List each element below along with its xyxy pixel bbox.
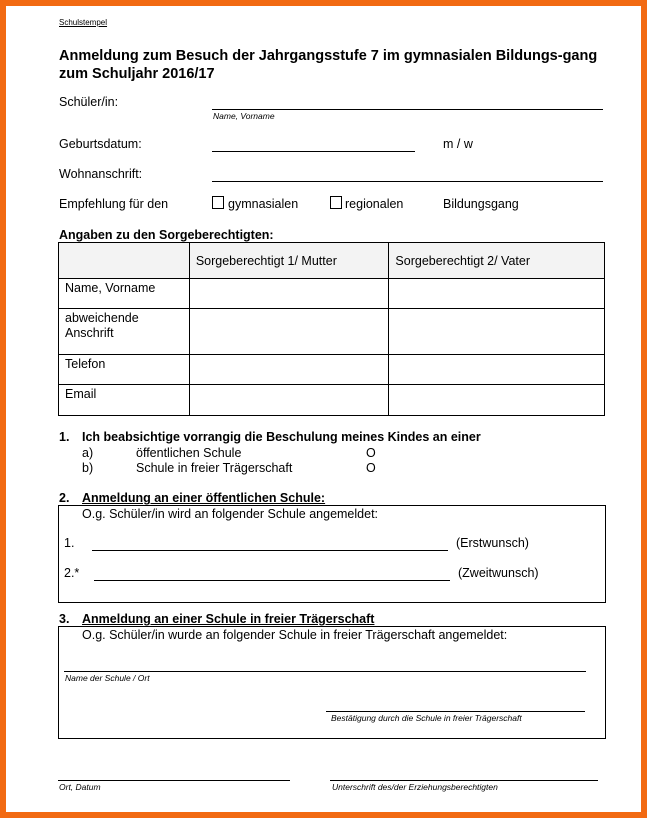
section3-number: 3. — [59, 612, 70, 626]
table-row — [59, 385, 605, 416]
guardians-heading: Angaben zu den Sorgeberechtigten: — [59, 228, 274, 242]
guardian1-address-cell[interactable] — [189, 309, 389, 355]
section2-number: 2. — [59, 491, 70, 505]
table-row — [59, 355, 605, 385]
school-name-caption: Name der Schule / Ort — [65, 673, 150, 683]
guardian2-phone-cell[interactable] — [389, 355, 605, 385]
table-row — [59, 279, 605, 309]
first-choice-label: (Erstwunsch) — [456, 536, 529, 550]
row-label: Email — [59, 385, 190, 416]
option-a-letter: a) — [82, 446, 94, 460]
signature-field[interactable] — [330, 780, 598, 781]
first-choice-field[interactable] — [92, 550, 448, 551]
form-page — [6, 6, 641, 812]
table-header-cell — [59, 243, 190, 279]
table-row — [59, 309, 605, 355]
option-b-letter: b) — [82, 461, 94, 475]
student-label: Schüler/in: — [59, 95, 119, 109]
regional-label: regionalen — [345, 197, 404, 211]
guardian2-email-cell[interactable] — [389, 385, 605, 416]
place-date-caption: Ort, Datum — [59, 782, 101, 792]
option-b-text: Schule in freier Trägerschaft — [136, 461, 293, 475]
guardian1-phone-cell[interactable] — [189, 355, 389, 385]
row-label: Telefon — [59, 355, 190, 385]
school-name-field[interactable] — [64, 671, 586, 672]
option-a-mark[interactable]: O — [366, 446, 376, 460]
birthdate-field[interactable] — [212, 151, 415, 152]
place-date-field[interactable] — [58, 780, 290, 781]
gymnasial-label: gymnasialen — [228, 197, 299, 211]
guardian1-email-cell[interactable] — [189, 385, 389, 416]
option-b-mark[interactable]: O — [366, 461, 376, 475]
address-label: Wohnanschrift: — [59, 167, 143, 181]
confirmation-caption: Bestätigung durch die Schule in freier Trägerschaft — [331, 713, 522, 723]
section3-heading: Anmeldung an einer Schule in freier Trägerschaft — [82, 612, 375, 626]
section1-number: 1. — [59, 430, 70, 444]
section1-text: Ich beabsichtige vorrangig die Beschulung meines Kindes an einer — [82, 430, 481, 444]
guardians-table — [58, 242, 605, 416]
second-choice-label: (Zweitwunsch) — [458, 566, 539, 580]
choice2-number: 2.* — [64, 566, 80, 580]
address-field[interactable] — [212, 181, 603, 182]
choice1-number: 1. — [64, 536, 75, 550]
table-header-cell: Sorgeberechtigt 1/ Mutter — [189, 243, 389, 279]
signature-caption: Unterschrift des/der Erziehungsberechtigten — [332, 782, 498, 792]
guardian2-address-cell[interactable] — [389, 309, 605, 355]
option-a-text: öffentlichen Schule — [136, 446, 242, 460]
recommendation-label: Empfehlung für den — [59, 197, 169, 211]
table-header-row — [59, 243, 605, 279]
birthdate-label: Geburtsdatum: — [59, 137, 142, 151]
section3-intro: O.g. Schüler/in wurde an folgender Schule in freier Trägerschaft angemeldet: — [82, 628, 508, 642]
second-choice-field[interactable] — [94, 580, 450, 581]
section2-intro: O.g. Schüler/in wird an folgender Schule angemeldet: — [82, 507, 379, 521]
student-name-caption: Name, Vorname — [213, 111, 275, 121]
gender-option[interactable]: m / w — [443, 137, 473, 151]
section2-heading: Anmeldung an einer öffentlichen Schule: — [82, 491, 326, 505]
confirmation-field[interactable] — [326, 711, 585, 712]
row-label: abweichende Anschrift — [59, 309, 190, 355]
row-label: Name, Vorname — [59, 279, 190, 309]
guardian2-name-cell[interactable] — [389, 279, 605, 309]
form-title: Anmeldung zum Besuch der Jahrgangsstufe 7 im gymnasialen Bildungs-gang zum Schuljahr 2016/17 — [59, 48, 598, 82]
table-header-cell: Sorgeberechtigt 2/ Vater — [389, 243, 605, 279]
student-name-field[interactable] — [212, 109, 603, 110]
gymnasial-checkbox[interactable] — [212, 196, 224, 209]
guardian1-name-cell[interactable] — [189, 279, 389, 309]
track-label: Bildungsgang — [443, 197, 519, 211]
regional-checkbox[interactable] — [330, 196, 342, 209]
school-stamp-label: Schulstempel — [59, 18, 108, 27]
